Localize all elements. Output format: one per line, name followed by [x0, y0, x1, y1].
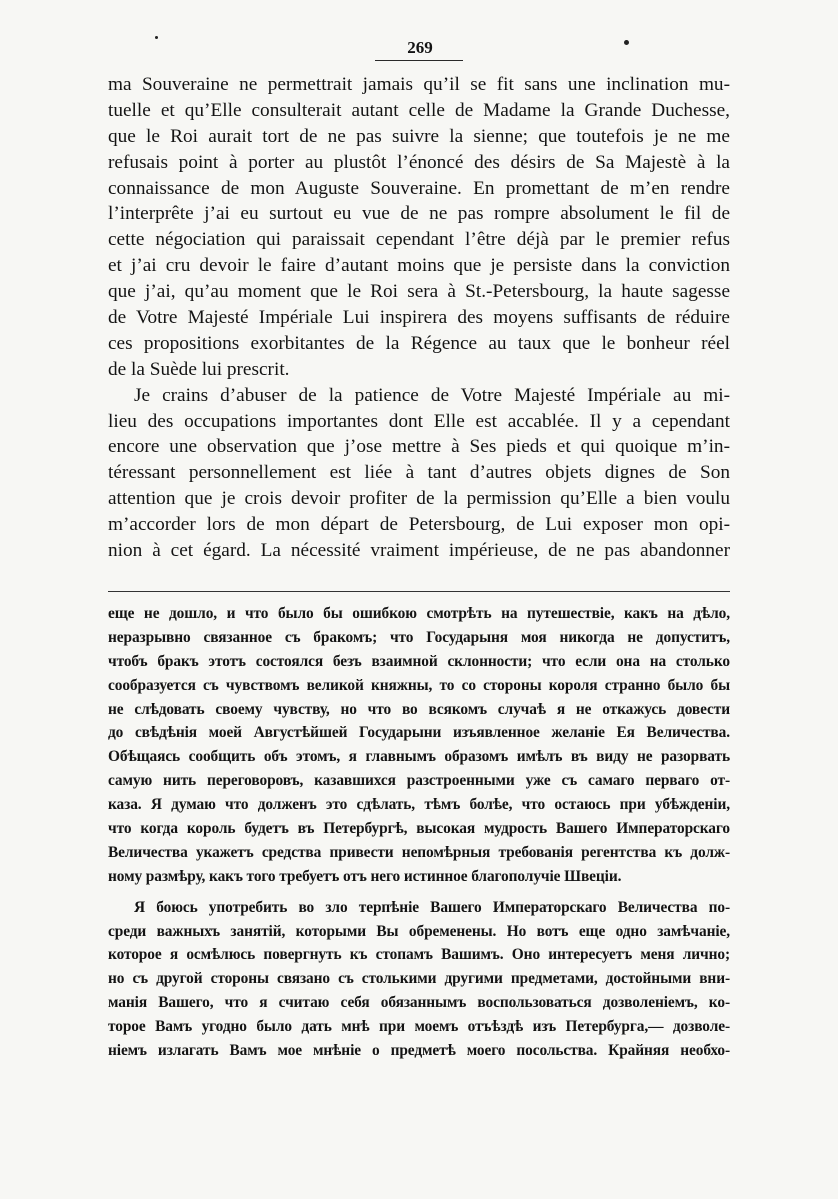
text-line: nion à cet égard. La nécessité vraiment impérieuse, de ne pas abandonner — [108, 540, 730, 562]
text-line: refusais point à porter au plustôt l’énoncé des désirs de Sa Majestè à la — [108, 151, 730, 173]
paragraph-gap — [108, 889, 730, 896]
text-line: que j’ai, qu’au moment que le Roi sera à St.-Petersbourg, la haute sagesse — [108, 281, 730, 303]
text-line: lieu des occupations importantes dont Elle est accablée. Il y a cependant — [108, 410, 730, 432]
text-line: ніемъ излагать Вамъ мое мнѣніе о предметѣ моего посольства. Крайняя необхо- — [108, 1042, 730, 1060]
russian-translation-block — [108, 602, 730, 1063]
text-line: среди важныхъ занятій, которыми Вы обременены. Но вотъ еще одно замѣчаніе, — [108, 922, 730, 940]
text-line: до свѣдѣнія моей Августѣйшей Государыни изъявленное желаніе Ея Величества. — [108, 724, 730, 742]
text-line: de Votre Majesté Impériale Lui inspirera des moyens suffisants de réduire — [108, 307, 730, 329]
text-line: attention que je crois devoir profiter de la permission qu’Elle a bien voulu — [108, 488, 730, 510]
text-line: Я боюсь употребить во зло терпѣніе Вашего Императорскаго Величества по- — [134, 898, 730, 916]
text-line: самую нить переговоровъ, казавшихся разстроенными уже съ самаго перваго от- — [108, 772, 730, 790]
text-line: connaissance de mon Auguste Souveraine. En promettant de m’en rendre — [108, 177, 730, 199]
text-line: tuelle et qu’Elle consulterait autant celle de Madame la Grande Duchesse, — [108, 99, 730, 121]
print-speck — [624, 40, 629, 45]
text-line: Je crains d’abuser de la patience de Votre Majesté Impériale au mi- — [134, 384, 730, 406]
text-line: каза. Я думаю что долженъ это сдѣлать, тѣмъ болѣе, что остаюсь при убѣжденіи, — [108, 796, 730, 814]
text-line: Обѣщаясь сообщить объ этомъ, я главнымъ образомъ имѣлъ въ виду не разорвать — [108, 748, 730, 766]
page-number-underline — [375, 60, 463, 61]
text-line: которое я осмѣлюсь повергнуть къ стопамъ Вашимъ. Оно интересуетъ меня лично; — [108, 946, 730, 964]
text-line: торое Вамъ угодно было дать мнѣ при моемъ отъѣздѣ изъ Петербурга,— дозволе- — [108, 1018, 730, 1036]
text-line: cette négociation qui paraissait cependant l’être déjà par le premier refus — [108, 229, 730, 251]
text-line: но съ другой стороны связано съ столькими другими предметами, достойными вни- — [108, 970, 730, 988]
page-number: 269 — [407, 38, 433, 57]
text-line: еще не дошло, и что было бы ошибкою смотрѣть на путешествіе, какъ на дѣло, — [108, 605, 730, 622]
text-line: чтобъ бракъ этотъ состоялся безъ взаимной склонности; что если она на столько — [108, 652, 730, 670]
text-line: не слѣдовать своему чувству, но что во всякомъ случаѣ я не откажусь довести — [108, 700, 730, 718]
print-speck — [155, 36, 158, 39]
text-line: ces propositions exorbitantes de la Régence au taux que le bonheur réel — [108, 332, 730, 354]
text-line: сообразуется съ чувствомъ великой княжны, то со стороны короля странно было бы — [108, 676, 730, 694]
text-line: encore une observation que j’ose mettre à Ses pieds et qui quoique m’in- — [108, 436, 730, 458]
text-line: неразрывно связанное съ бракомъ; что Государыня моя никогда не допуститъ, — [108, 628, 730, 646]
text-line: что когда король будетъ въ Петербургѣ, высокая мудрость Вашего Императорскаго — [108, 820, 730, 838]
text-line: ному размѣру, какъ того требуетъ отъ него истинное благополучіе Швеціи. — [108, 867, 622, 885]
text-line: l’interprête j’ai eu surtout eu vue de ne pas rompre absolument le fil de — [108, 203, 730, 225]
text-line: манія Вашего, что я считаю себя обязаннымъ воспользоваться дозволеніемъ, ко- — [108, 994, 730, 1012]
section-divider — [108, 591, 730, 592]
text-line: que le Roi aurait tort de ne pas suivre la sienne; que toutefois je ne me — [108, 125, 730, 147]
text-line: de la Suède lui prescrit. — [108, 358, 290, 380]
french-text-block — [108, 72, 730, 564]
text-line: téressant personnellement est liée à tant d’autres objets dignes de Son — [108, 462, 730, 484]
text-line: ma Souveraine ne permettrait jamais qu’il se fit sans une inclination mu- — [108, 74, 730, 95]
text-line: m’accorder lors de mon départ de Petersbourg, de Lui exposer mon opi- — [108, 514, 730, 536]
text-line: et j’ai cru devoir le faire d’autant moins que je persiste dans la conviction — [108, 255, 730, 277]
text-line: Величества укажетъ средства привести непомѣрныя требованія регентства къ долж- — [108, 843, 730, 861]
